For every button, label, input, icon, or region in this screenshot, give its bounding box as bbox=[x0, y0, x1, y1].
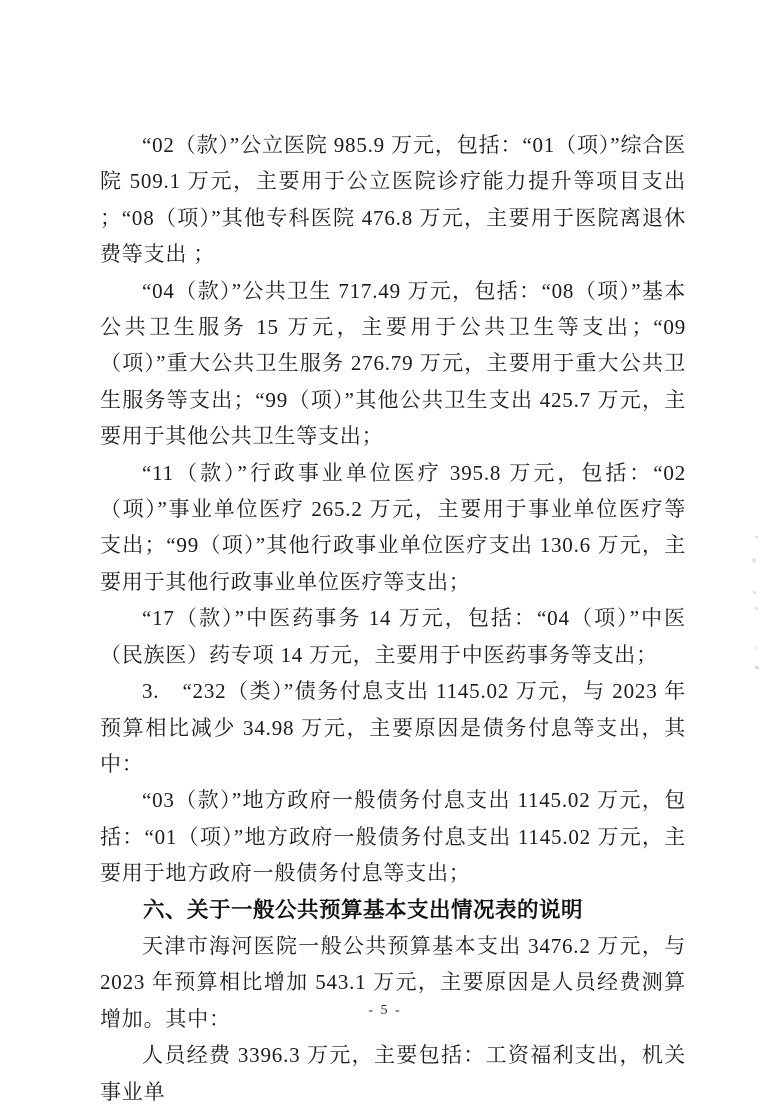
paragraph-expense-public-hospital: “02（款）”公立医院 985.9 万元，包括：“01（项）”综合医院 509.1 万元，主要用于公立医院诊疗能力提升等项目支出 ；“08（项）”其他专科医院 476.8 万元，主要用于医院离退休费等支出 ； bbox=[100, 133, 686, 267]
section-heading-basic-expenditure: 六、关于一般公共预算基本支出情况表的说明 bbox=[143, 897, 584, 922]
document-body bbox=[100, 127, 686, 1110]
scan-artifact bbox=[755, 607, 758, 610]
scan-artifact bbox=[752, 558, 756, 563]
scan-artifact bbox=[753, 591, 756, 594]
paragraph-expense-tcm: “17（款）”中医药事务 14 万元，包括：“04（项）”中医（民族医）药专项 14 万元，主要用于中医药事务等支出； bbox=[100, 606, 686, 667]
paragraph-personnel-expense: 人员经费 3396.3 万元，主要包括：工资福利支出，机关事业单 bbox=[100, 1043, 686, 1104]
paragraph-expense-public-health: “04（款）”公共卫生 717.49 万元，包括：“08（项）”基本公共卫生服务 15 万元，主要用于公共卫生等支出；“09（项）”重大公共卫生服务 276.79 万元，主要用于重大公共卫生服务等支出；“99（项）”其他公共卫生支出 425.7 万元，主要用于其他公共卫生等支出； bbox=[100, 278, 686, 449]
paragraph-basic-expenditure-total: 天津市海河医院一般公共预算基本支出 3476.2 万元，与 2023 年预算相比增加 543.1 万元，主要原因是人员经费测算增加。其中： bbox=[100, 933, 686, 1031]
page-number: - 5 - bbox=[368, 1003, 402, 1018]
scan-artifact bbox=[755, 666, 759, 669]
paragraph-debt-interest-class: 3. “232（类）”债务付息支出 1145.02 万元，与 2023 年预算相比减少 34.98 万元，主要原因是债务付息等支出，其中： bbox=[100, 679, 686, 776]
scan-artifact bbox=[755, 536, 758, 538]
scan-artifact bbox=[756, 647, 758, 649]
paragraph-debt-interest-detail: “03（款）”地方政府一般债务付息支出 1145.02 万元，包括：“01（项）”地方政府一般债务付息支出 1145.02 万元，主要用于地方政府一般债务付息等支出； bbox=[100, 788, 686, 886]
paragraph-expense-admin-medical: “11（款）”行政事业单位医疗 395.8 万元，包括：“02（项）”事业单位医疗 265.2 万元，主要用于事业单位医疗等支出；“99（项）”其他行政事业单位医疗支出 130.6 万元，主要用于其他行政事业单位医疗等支出； bbox=[100, 460, 686, 594]
